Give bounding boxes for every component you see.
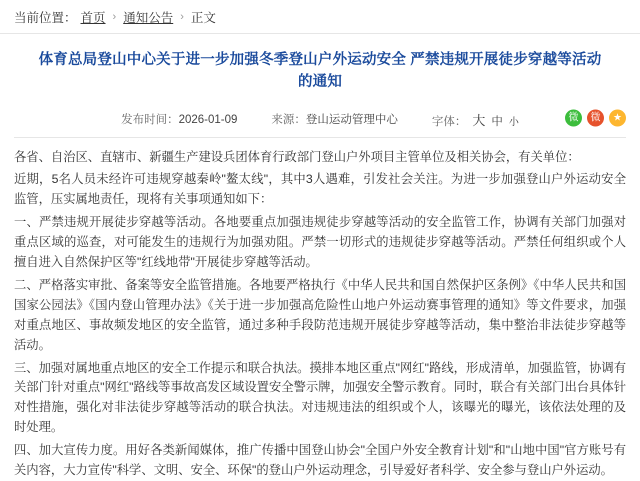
wechat-share-icon[interactable]: 微: [565, 110, 582, 127]
article-source: 来源：登山运动管理中心: [271, 111, 398, 127]
paragraph: 近期，5名人员未经许可违规穿越秦岭"鳌太线"，其中3人遇难，引发社会关注。为进一步加强登山户外运动安全监管，压实属地责任，现将有关事项通知如下：: [14, 170, 626, 210]
breadcrumb-item-current: 正文: [191, 8, 216, 26]
article-body: [0, 138, 640, 481]
share-bar: [565, 110, 626, 127]
title-area: [0, 34, 640, 102]
font-size-large-button[interactable]: 大: [472, 110, 485, 129]
breadcrumb-separator-icon: ›: [180, 11, 184, 23]
paragraph: 四、加大宣传力度。用好各类新闻媒体，推广传播中国登山协会"全国户外安全教育计划"和"山地中国"官方账号有关内容，大力宣传"科学、文明、安全、环保"的登山户外运动理念，引导爱好者科学、安全参与登山户外运动。: [14, 441, 626, 481]
breadcrumb-item-home[interactable]: 首页: [81, 8, 106, 26]
breadcrumb-item-notice[interactable]: 通知公告: [123, 8, 173, 26]
font-size-control: 字体： 大 中 小: [432, 110, 519, 129]
paragraph: 各省、自治区、直辖市、新疆生产建设兵团体育行政部门登山户外项目主管单位及相关协会，有关单位：: [14, 148, 626, 168]
paragraph: 二、严格落实审批、备案等安全监管措施。各地要严格执行《中华人民共和国自然保护区条例》《中华人民共和国国家公园法》《国内登山管理办法》《关于进一步加强高危险性山地户外运动赛事管理的通知》等文件要求，加强对重点地区、事故频发地区的安全监管，通过多种手段防范违规开展徒步穿越等活动，集中整治非法徒步穿越等活动。: [14, 276, 626, 356]
font-size-small-button[interactable]: 小: [509, 113, 519, 128]
qzone-share-icon[interactable]: ★: [609, 110, 626, 127]
page-title: 体育总局登山中心关于进一步加强冬季登山户外运动安全 严禁违规开展徒步穿越等活动的通知: [34, 50, 606, 94]
article-meta: [0, 102, 640, 135]
breadcrumb: [0, 0, 640, 34]
font-size-medium-button[interactable]: 中: [491, 113, 503, 129]
breadcrumb-separator-icon: ›: [113, 11, 117, 23]
paragraph: 三、加强对属地重点地区的安全工作提示和联合执法。摸排本地区重点"网红"路线，形成清单，加强监管，协调有关部门针对重点"网红"路线等事故高发区域设置安全警示牌，加强安全警示教育。同时，联合有关部门出台具体针对性措施，强化对非法徒步穿越等活动的联合执法。对违规违法的组织或个人，该曝光的曝光，该依法处理的及时处理。: [14, 359, 626, 439]
breadcrumb-label: 当前位置：: [14, 8, 77, 26]
publish-date: 发布时间：2026-01-09: [121, 111, 237, 127]
paragraph: 一、严禁违规开展徒步穿越等活动。各地要重点加强违规徒步穿越等活动的安全监管工作，协调有关部门加强对重点区域的巡查，对可能发生的违规行为加强劝阻。严禁一切形式的违规徒步穿越等活动。严禁任何组织或个人擅自进入自然保护区等"红线地带"开展徒步穿越等活动。: [14, 213, 626, 273]
weibo-share-icon[interactable]: 微: [587, 110, 604, 127]
